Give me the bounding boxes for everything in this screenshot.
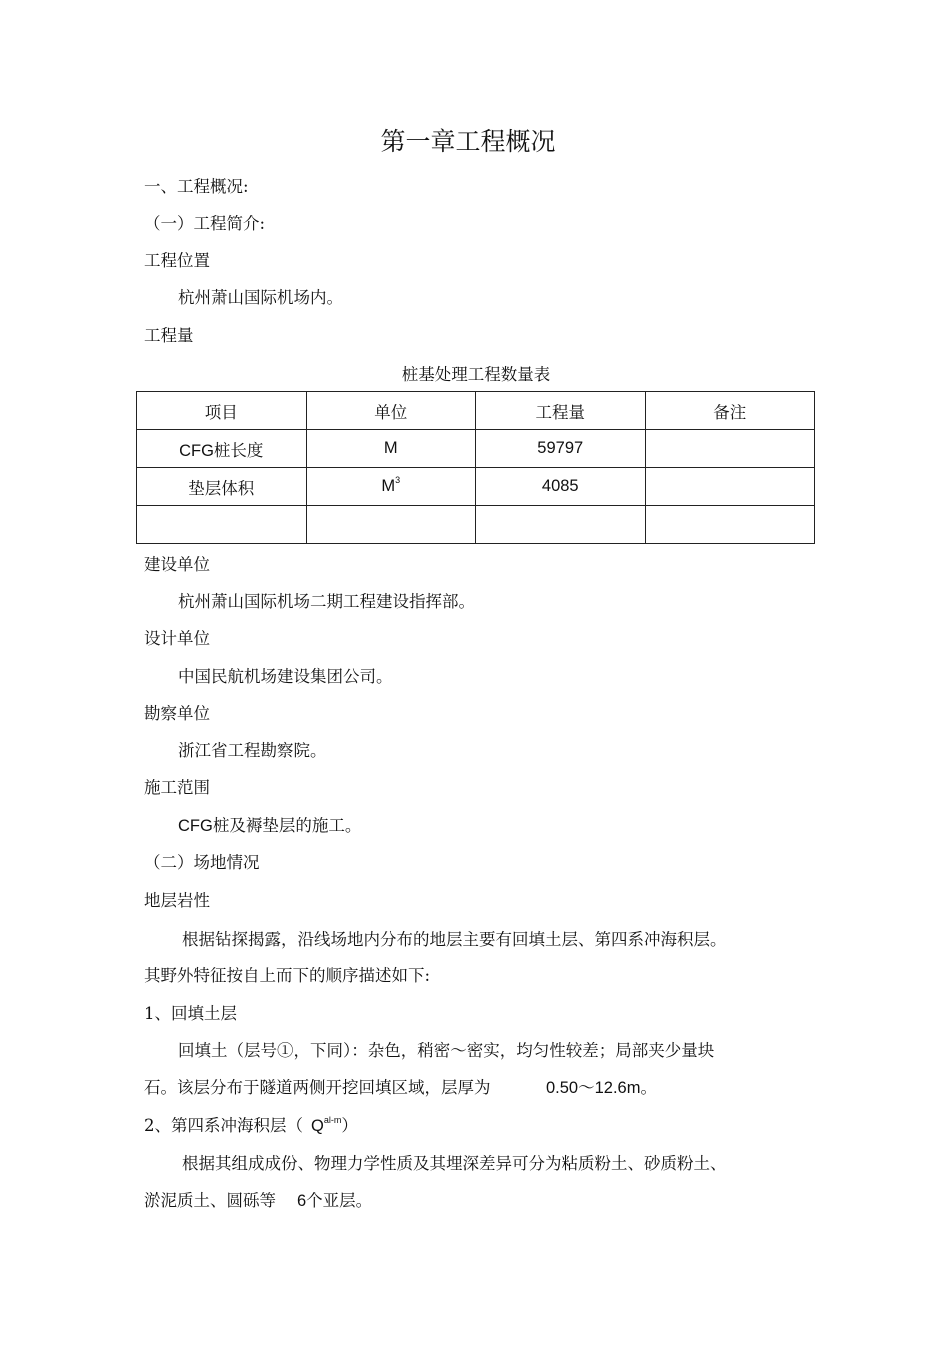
- unit-text: M: [381, 477, 396, 495]
- table-row: [137, 506, 815, 544]
- item2-heading-superscript: al-m: [323, 1115, 342, 1125]
- table-header-cell: 单位: [306, 392, 476, 430]
- table-cell-unit: [306, 468, 476, 506]
- table-cell-qty: 4085: [476, 468, 646, 506]
- item2-heading-a: 2、第四系冲海积层（: [144, 1116, 303, 1135]
- quantity-table: [136, 391, 815, 544]
- table-cell-item: [137, 468, 307, 506]
- table-cell-qty: 59797: [476, 430, 646, 468]
- strata-para1-line1: 根据钻探揭露，沿线场地内分布的地层主要有回填土层、第四系冲海积层。: [182, 930, 727, 949]
- item2-heading-q: Q: [311, 1117, 324, 1135]
- designer-text: 中国民航机场建设集团公司。: [178, 667, 393, 686]
- table-row: [137, 430, 815, 468]
- item-prefix: CFG: [179, 441, 214, 460]
- item-rest: 桩长度: [213, 440, 264, 460]
- strata-item2-line2b: 6个亚层。: [297, 1192, 373, 1210]
- table-cell-qty: [476, 506, 646, 544]
- page-title: 第一章工程概况: [380, 127, 556, 156]
- scope-text-prefix: CFG: [178, 817, 213, 835]
- strata-item2-line2a: 淤泥质土、圆砾等: [144, 1191, 276, 1210]
- table-cell-item: [137, 430, 307, 468]
- builder-text: 杭州萧山国际机场二期工程建设指挥部。: [178, 592, 475, 611]
- table-cell-unit: [306, 430, 476, 468]
- survey-text: 浙江省工程勘察院。: [178, 741, 327, 760]
- table-cell-unit: [306, 506, 476, 544]
- survey-heading: 勘察单位: [144, 704, 210, 723]
- subsection-heading-1: （一）工程简介:: [144, 214, 266, 233]
- item-rest: 垫层体积: [188, 478, 255, 498]
- unit-text: M: [383, 439, 398, 457]
- strata-item2-heading: [144, 1116, 358, 1138]
- scope-text-rest: 桩及褥垫层的施工。: [212, 816, 362, 835]
- table-header-cell: 工程量: [476, 392, 646, 430]
- builder-heading: 建设单位: [144, 555, 210, 574]
- table-cell-note: [645, 506, 815, 544]
- designer-heading: 设计单位: [144, 629, 210, 648]
- quantity-heading: 工程量: [144, 326, 194, 345]
- strata-item1-line2a: 石。该层分布于隧道两侧开挖回填区域，层厚为: [144, 1078, 491, 1097]
- location-heading: 工程位置: [144, 251, 210, 270]
- strata-item1-line1: 回填土（层号①，下同）：杂色，稍密～密实，均匀性较差；局部夹少量块: [178, 1041, 715, 1060]
- strata-item2-line1: 根据其组成成份、物理力学性质及其埋深差异可分为粘质粉土、砂质粉土、: [182, 1154, 727, 1173]
- section-heading-1: 一、工程概况:: [144, 177, 249, 196]
- table-cell-note: [645, 468, 815, 506]
- table-caption: 桩基处理工程数量表: [401, 365, 551, 384]
- strata-para1-line2: 其野外特征按自上而下的顺序描述如下:: [144, 966, 431, 985]
- table-header-cell: 备注: [645, 392, 815, 430]
- table-row: [137, 468, 815, 506]
- table-header-cell: 项目: [137, 392, 307, 430]
- strata-heading: 地层岩性: [144, 891, 210, 910]
- scope-text: [178, 816, 361, 836]
- scope-heading: 施工范围: [144, 778, 210, 797]
- table-cell-note: [645, 430, 815, 468]
- unit-superscript: 3: [395, 475, 401, 485]
- subsection-heading-2: （二）场地情况: [144, 853, 260, 872]
- strata-item1-heading: 1、回填土层: [144, 1004, 237, 1023]
- location-text: 杭州萧山国际机场内。: [178, 288, 343, 307]
- table-cell-item: [137, 506, 307, 544]
- table-header-row: [137, 392, 815, 430]
- item2-heading-b: ）: [341, 1116, 358, 1135]
- strata-item1-line2b: 0.50～12.6m。: [546, 1079, 657, 1097]
